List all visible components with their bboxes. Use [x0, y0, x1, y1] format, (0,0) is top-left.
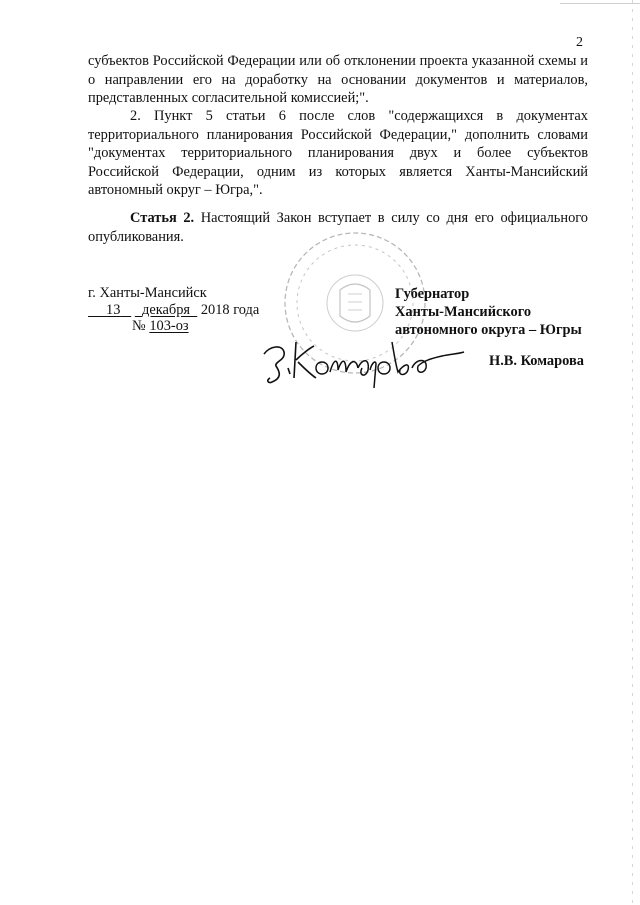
signatory-line-1: Губернатор	[395, 286, 470, 302]
date-month: декабря	[142, 302, 191, 318]
signing-date	[88, 302, 259, 319]
date-day: 13	[106, 302, 121, 318]
law-number-prefix: №	[132, 318, 146, 334]
paragraph-1-text: субъектов Российской Федерации или об отклонении проекта указанной схемы и о направлении его на доработку на основании документов и материалов, представленных согласительной комиссией;".	[88, 53, 588, 106]
date-day-field	[88, 302, 131, 318]
scan-edge-top	[560, 3, 640, 4]
date-year: 2018 года	[200, 302, 260, 318]
article-2-label: Статья 2.	[130, 210, 195, 226]
signatory-line-3: автономного округа – Югры	[395, 322, 582, 338]
paragraph-item-2	[88, 107, 588, 200]
page-number: 2	[576, 35, 583, 50]
paragraph-2-text: 2. Пункт 5 статьи 6 после слов "содержащихся в документах территориального планирования Российской Федерации," дополнить словами "документах территориального планирования двух и более субъектов Российской Федерации, одним из которых является Ханты-Мансийский автономный округ – Югра,".	[88, 108, 588, 198]
signatory-line-2: Ханты-Мансийского	[395, 304, 532, 320]
law-number-value: 103-оз	[149, 318, 189, 334]
law-number	[132, 318, 189, 335]
place-of-signing: г. Ханты-Мансийск	[88, 285, 207, 301]
article-2-body: Настоящий Закон вступает в силу со дня его официального опубликования.	[88, 210, 588, 245]
handwritten-signature	[258, 328, 468, 388]
paragraph-continuation	[88, 52, 588, 108]
signatory-name: Н.В. Комарова	[489, 353, 584, 369]
date-month-field	[135, 302, 197, 318]
scan-edge-right	[632, 0, 633, 905]
